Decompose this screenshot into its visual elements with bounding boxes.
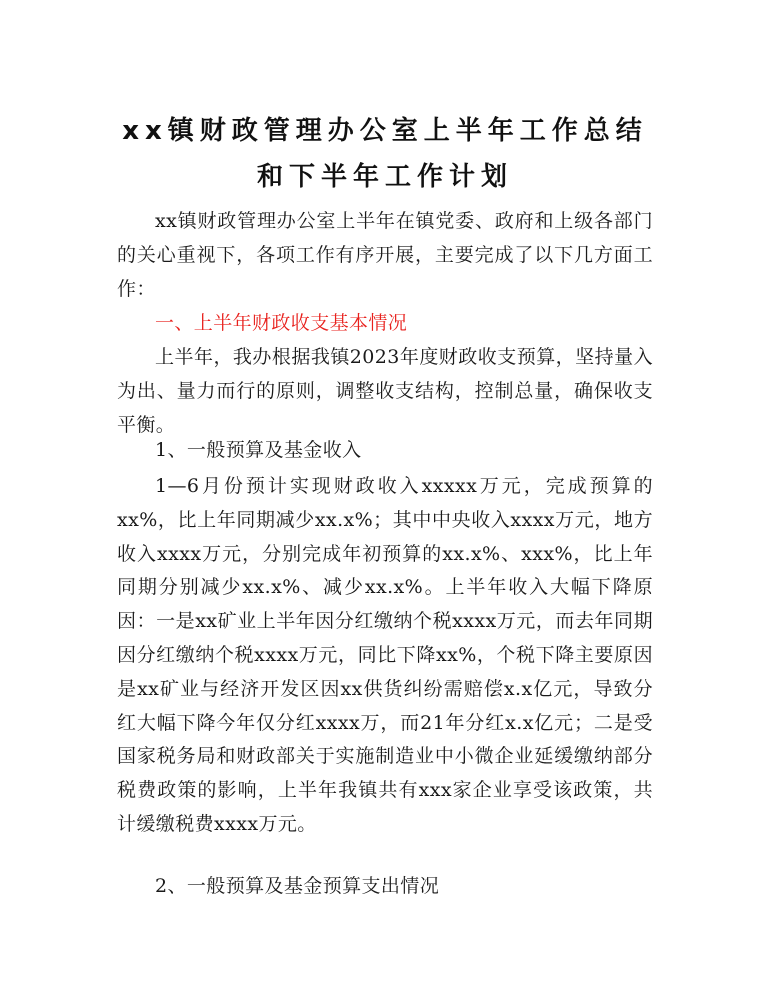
section1-intro-paragraph: 上半年，我办根据我镇2023年度财政收支预算，坚持量入为出、量力而行的原则，调整收支结构，控制总量，确保收支平衡。 — [117, 346, 653, 436]
subsection-heading-expenditure: 2、一般预算及基金预算支出情况 — [155, 875, 440, 897]
document-title: xx镇财政管理办公室上半年工作总结和下半年工作计划 — [122, 116, 648, 192]
revenue-detail-paragraph: 1—6月份预计实现财政收入xxxxx万元，完成预算的xx%，比上年同期减少xx.x%；其中中央收入xxxx万元，地方收入xxxx万元，分别完成年初预算的xx.x%、xxx%，比上年同期分别减少xx.x%、减少xx.x%。上半年收入大幅下降原因：一是xx矿业上半年因分红缴纳个税xxxx万元，而去年同期因分红缴纳个税xxxx万元，同比下降xx%，个税下降主要原因是xx矿业与经济开发区因xx供货纠纷需赔偿x.x亿元，导致分红大幅下降今年仅分红xxxx万，而21年分红x.x亿元；二是受国家税务局和财政部关于实施制造业中小微企业延缓缴纳部分税费政策的影响，上半年我镇共有xxx家企业享受该政策，共计缓缴税费xxxx万元。 — [117, 475, 653, 835]
intro-paragraph: xx镇财政管理办公室上半年在镇党委、政府和上级各部门的关心重视下，各项工作有序开展，主要完成了以下几方面工作： — [117, 210, 653, 300]
subsection-heading-revenue: 1、一般预算及基金收入 — [155, 439, 362, 461]
section-heading-fiscal-overview: 一、上半年财政收支基本情况 — [155, 312, 408, 334]
